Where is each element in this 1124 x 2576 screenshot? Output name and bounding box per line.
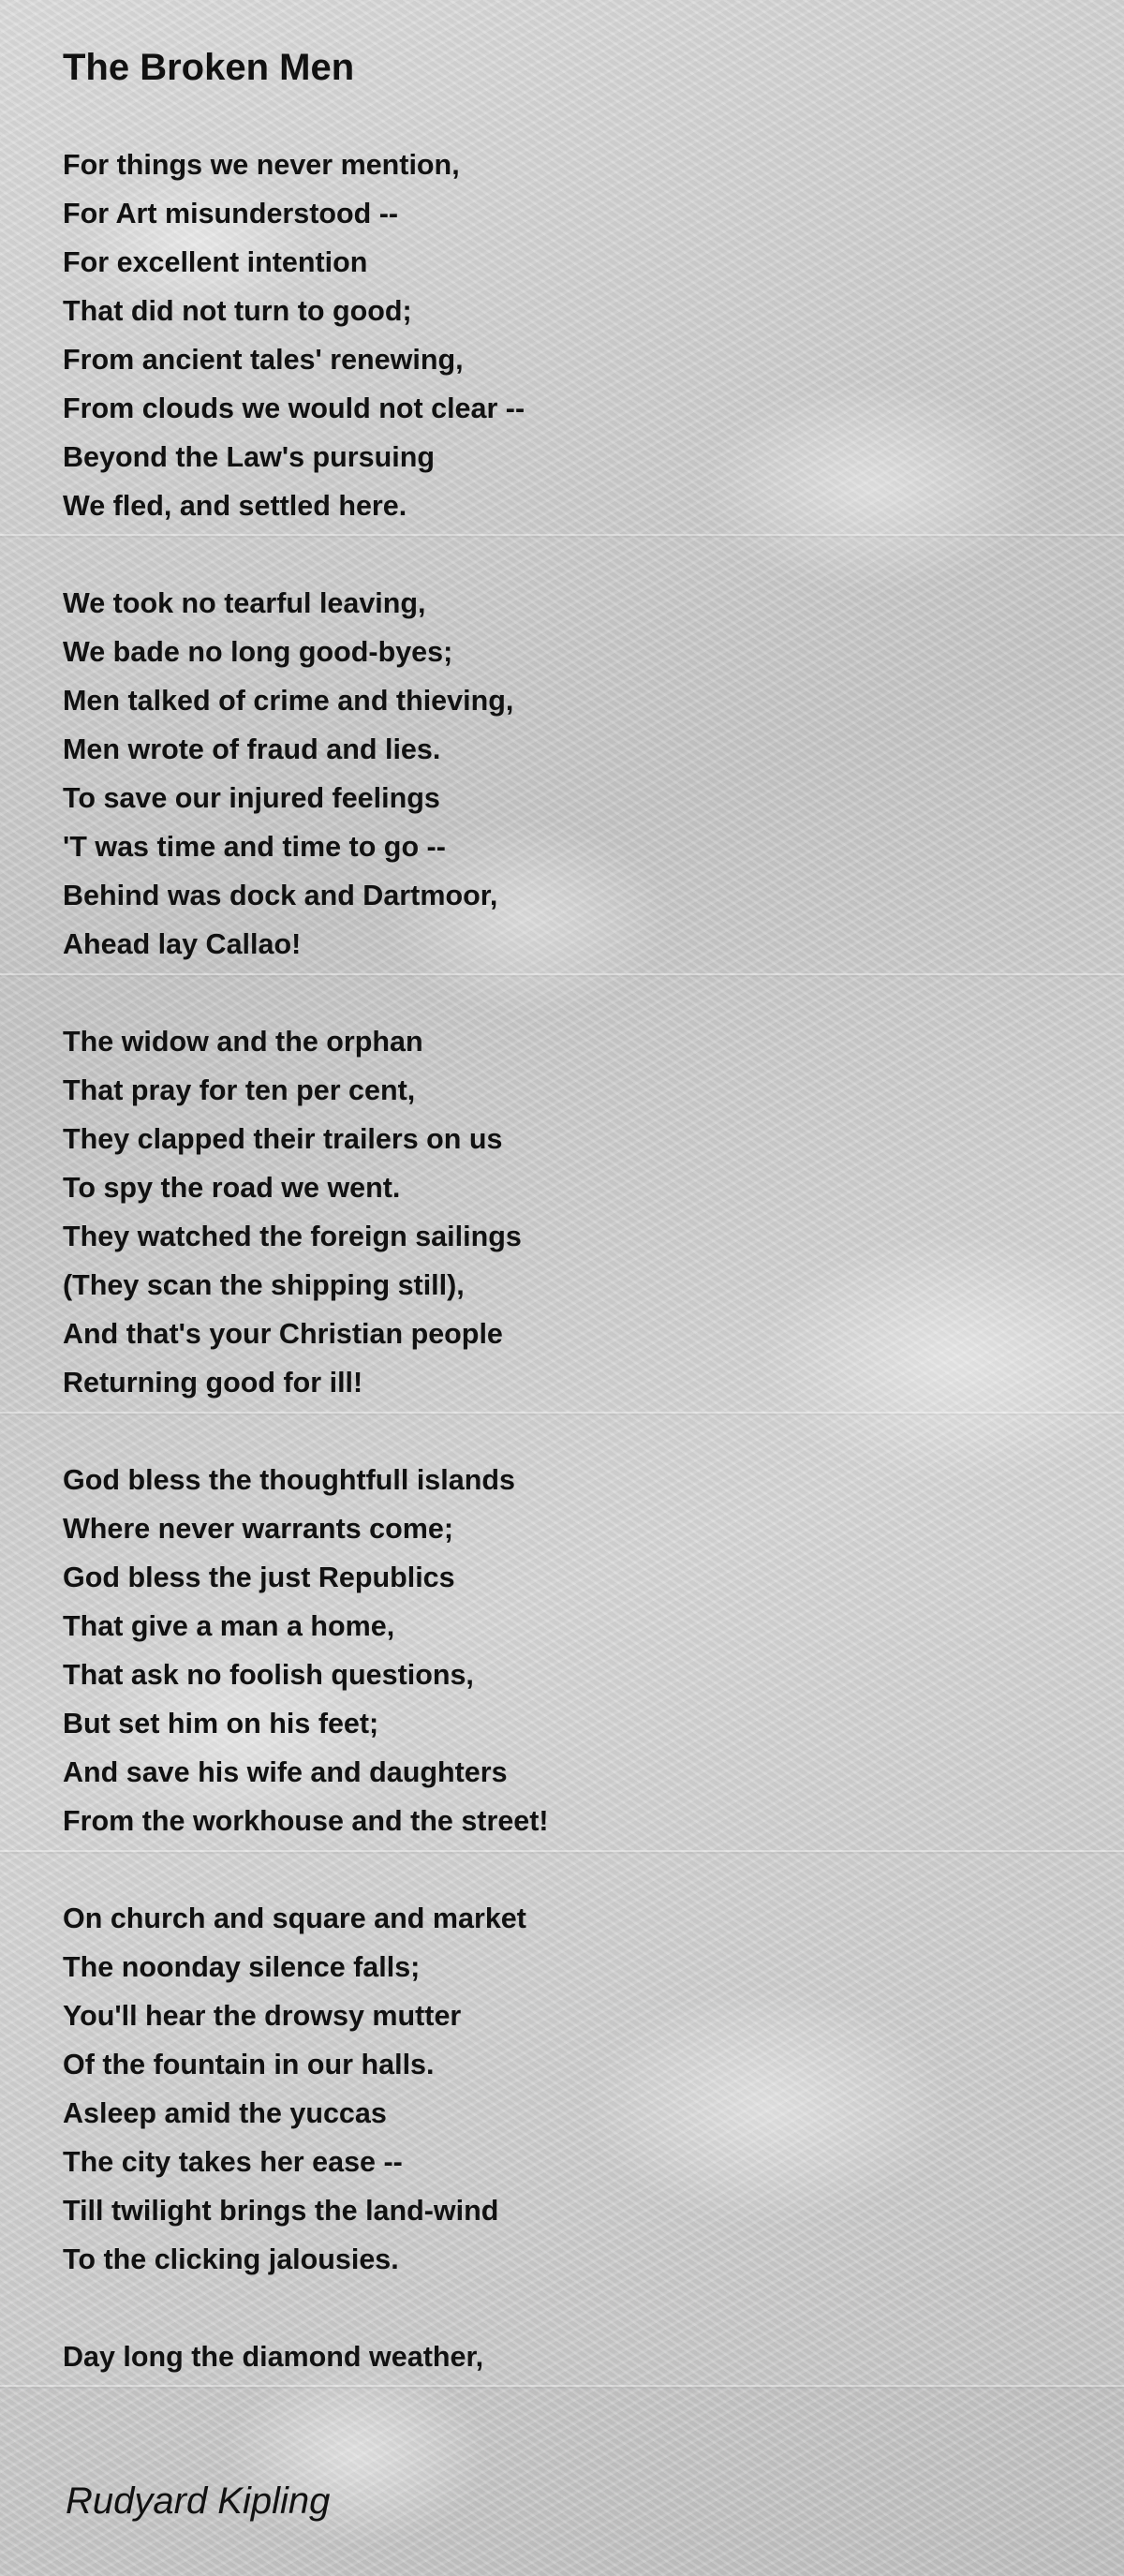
poem-line: Behind was dock and Dartmoor,	[63, 880, 498, 911]
stanza-2	[63, 579, 1056, 969]
poem-line: Asleep amid the yuccas	[63, 2097, 387, 2129]
poem-line: For excellent intention	[63, 246, 368, 278]
poem-line: For things we never mention,	[63, 149, 460, 181]
poem-line: For Art misunderstood --	[63, 198, 399, 229]
poem-title: The Broken Men	[63, 47, 355, 88]
poem-line: Where never warrants come;	[63, 1513, 453, 1545]
poem-line: We took no tearful leaving,	[63, 587, 426, 619]
poem-line: On church and square and market	[63, 1902, 526, 1934]
poem-line: We bade no long good-byes;	[63, 636, 453, 668]
poem-line: To the clicking jalousies.	[63, 2243, 399, 2275]
poem-line: That ask no foolish questions,	[63, 1659, 474, 1691]
poem-line: Of the fountain in our halls.	[63, 2049, 435, 2080]
poem-body	[63, 141, 1056, 2381]
poem-line: From clouds we would not clear --	[63, 392, 525, 424]
poem-line: That did not turn to good;	[63, 295, 412, 327]
poem-line: (They scan the shipping still),	[63, 1269, 465, 1301]
poem-author: Rudyard Kipling	[66, 2480, 331, 2522]
poem-line: Till twilight brings the land-wind	[63, 2195, 499, 2227]
stanza-6	[63, 2332, 1056, 2381]
poem-line: That pray for ten per cent,	[63, 1074, 416, 1106]
poem-line: To spy the road we went.	[63, 1172, 401, 1204]
poem-line: To save our injured feelings	[63, 782, 440, 814]
poem-line: They clapped their trailers on us	[63, 1123, 503, 1155]
poem-line: And save his wife and daughters	[63, 1756, 508, 1788]
poem-line: That give a man a home,	[63, 1610, 395, 1642]
poem-line: God bless the just Republics	[63, 1562, 455, 1593]
stanza-5	[63, 1894, 1056, 2284]
poem-line: You'll hear the drowsy mutter	[63, 2000, 462, 2032]
poem-line: The widow and the orphan	[63, 1026, 423, 1058]
poem-line: The noonday silence falls;	[63, 1951, 421, 1983]
poem-line: Men wrote of fraud and lies.	[63, 733, 441, 765]
poem-line: We fled, and settled here.	[63, 490, 407, 522]
poem-line: Day long the diamond weather,	[63, 2341, 484, 2373]
poem-line: The city takes her ease --	[63, 2146, 403, 2178]
poem-line: And that's your Christian people	[63, 1318, 503, 1350]
poem-line: Beyond the Law's pursuing	[63, 441, 436, 473]
poem-line: From ancient tales' renewing,	[63, 344, 464, 376]
stanza-3	[63, 1017, 1056, 1407]
poem-line: Ahead lay Callao!	[63, 928, 302, 960]
poem-line: Men talked of crime and thieving,	[63, 685, 514, 717]
stanza-4	[63, 1456, 1056, 1845]
poem-line: They watched the foreign sailings	[63, 1221, 522, 1252]
stanza-1	[63, 141, 1056, 530]
poem-line: 'T was time and time to go --	[63, 831, 446, 863]
poem-line: From the workhouse and the street!	[63, 1805, 549, 1837]
poem-line: God bless the thoughtfull islands	[63, 1464, 515, 1496]
poem-line: But set him on his feet;	[63, 1708, 379, 1740]
poem-line: Returning good for ill!	[63, 1367, 363, 1399]
